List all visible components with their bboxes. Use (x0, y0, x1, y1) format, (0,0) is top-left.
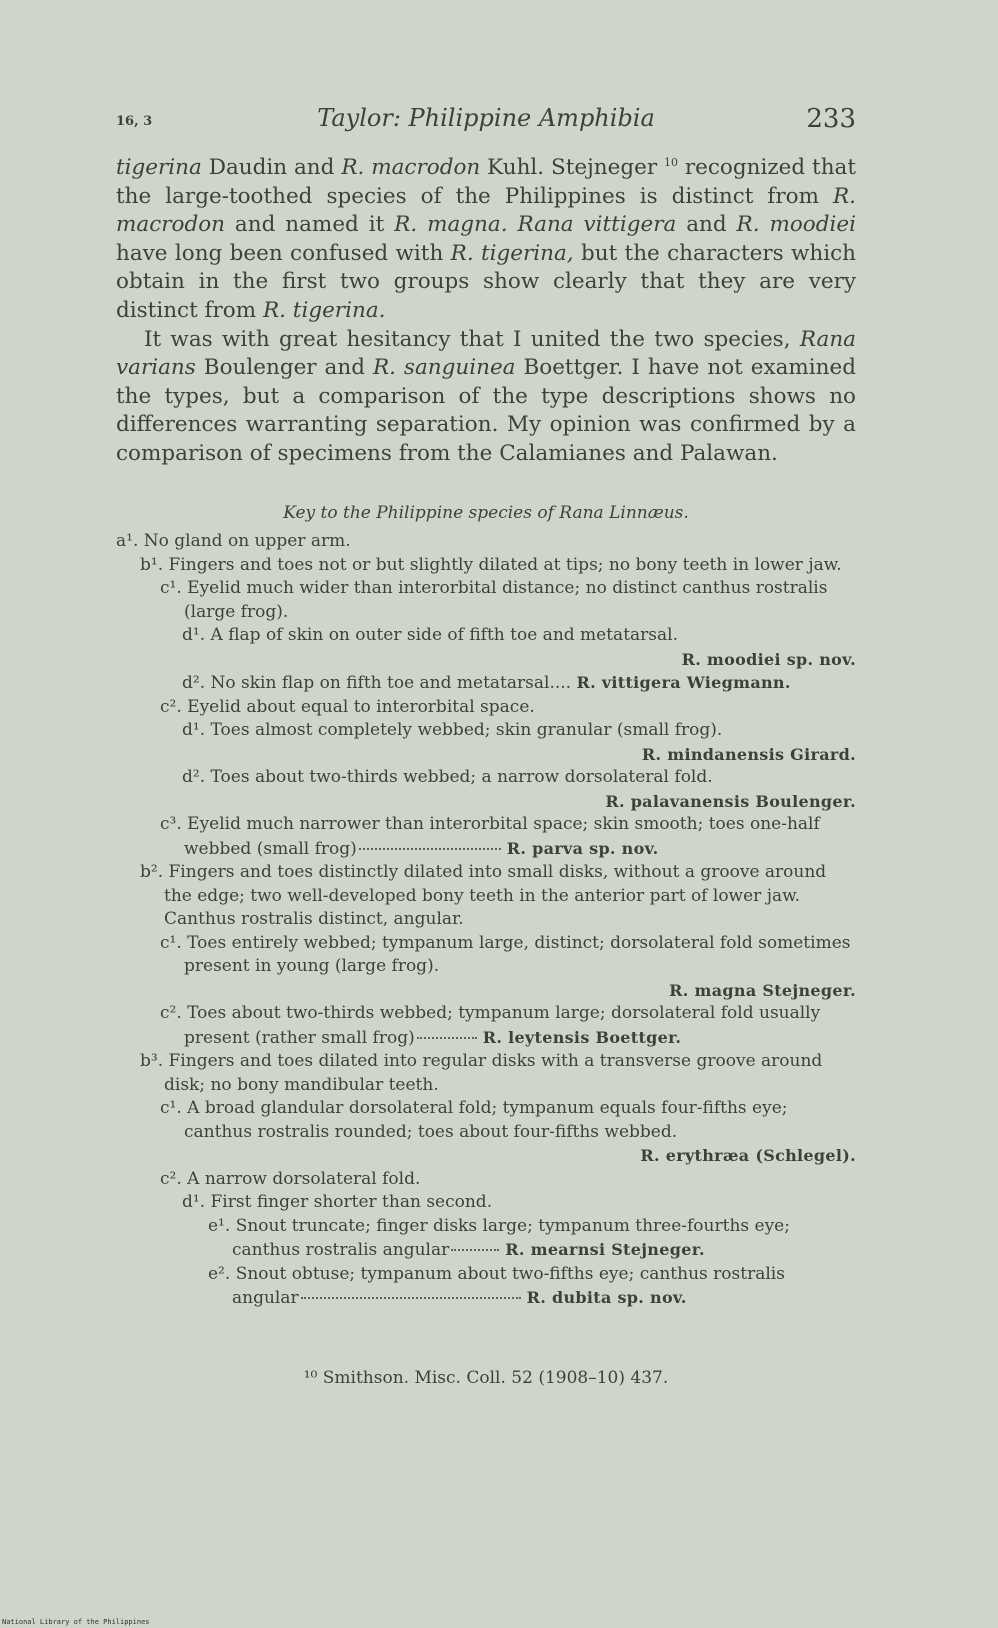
species-name: Rana varians (116, 326, 856, 381)
dot-leader (301, 1297, 521, 1299)
volume-number: 16, 3 (116, 114, 153, 129)
key-entry-text (160, 813, 856, 861)
body-paragraph (116, 326, 856, 469)
species-name: Rana vittigera (517, 212, 677, 238)
key-title (116, 503, 856, 523)
text-run: have long been confused with (116, 240, 451, 266)
key-label: e². (208, 1263, 231, 1284)
species-result: R. erythræa (Schlegel). (640, 1146, 856, 1165)
key-entry-text (182, 719, 856, 743)
key-entry (160, 813, 856, 861)
species-name: R. moodiei (736, 212, 856, 238)
species-result: R. magna Stejneger. (669, 980, 856, 1000)
key-description: Fingers and toes dilated into regular disks with a transverse groove around disk; no bony mandibular teeth. (164, 1051, 823, 1095)
species-result: R. vittigera Wiegmann. (576, 673, 791, 692)
body-paragraph (116, 154, 856, 326)
text-run: It was with great hesitancy that I united the two species, (144, 326, 800, 352)
key-label: d². (182, 767, 206, 787)
footnote: ¹⁰ Smithson. Misc. Coll. 52 (1908–10) 437. (303, 1368, 669, 1388)
key-description: A broad glandular dorsolateral fold; tympanum equals four-fifths eye; canthus rostralis rounded; toes about four-fifths webbed. (184, 1098, 788, 1142)
species-name: R. macrodon (341, 155, 481, 180)
key-title-text: Key to the Philippine species of Rana Linnæus. (283, 503, 689, 523)
key-entry-text (140, 1050, 856, 1097)
key-description: Toes entirely webbed; tympanum large, distinct; dorsolateral fold sometimes present in young (large frog). (184, 932, 851, 976)
key-description: No skin flap on fifth toe and metatarsal.... (210, 673, 572, 693)
key-entry-text (182, 766, 856, 790)
key-entry-text (116, 530, 856, 554)
key-description: Snout obtuse; tympanum about two-fifths eye; canthus rostralis angular (232, 1263, 785, 1308)
text-run: but the characters which obtain in the first two groups show clearly that they are very distinct from (116, 240, 856, 323)
key-description: Fingers and toes distinctly dilated into small disks, without a groove around the edge; two well-developed bony teeth in the anterior part of lower jaw. Canthus rostralis distinct, angular. (164, 862, 827, 929)
key-entry-text (160, 1168, 856, 1192)
key-entry-text (208, 1215, 856, 1263)
key-entry (160, 577, 856, 624)
key-entry (182, 1191, 856, 1215)
species-result: R. parva sp. nov. (506, 838, 659, 858)
key-description: First finger shorter than second. (210, 1192, 493, 1212)
key-label: c². (160, 1168, 182, 1189)
key-label: c². (160, 696, 182, 717)
key-entry-text (140, 861, 856, 932)
text-run: recognized that the large-toothed species of the Philippines is distinct from (116, 155, 857, 209)
text-run: and (676, 212, 737, 238)
text-run: and named it (225, 212, 395, 238)
key-entry-text (182, 671, 856, 696)
key-description: No gland on upper arm. (143, 531, 351, 551)
text-run: Boulenger and (195, 355, 373, 381)
key-entry (160, 1097, 856, 1168)
key-entry (182, 766, 856, 813)
key-description: Toes almost completely webbed; skin granular (small frog). (210, 720, 723, 740)
text-run: Daudin and (201, 155, 342, 180)
key-label: c³. (160, 814, 182, 834)
key-label: d². (182, 673, 206, 693)
key-entry-text (208, 1263, 856, 1311)
key-label: b³. (140, 1051, 164, 1071)
key-description: Eyelid about equal to interorbital space. (187, 696, 535, 717)
key-entry (160, 1002, 856, 1050)
key-entry-text (182, 624, 856, 648)
key-label: e¹. (208, 1215, 231, 1236)
key-description: Toes about two-thirds webbed; tympanum large; dorsolateral fold usually present (rather small frog) (184, 1003, 821, 1048)
key-label: c¹. (160, 1098, 182, 1118)
key-entry-text (160, 1097, 856, 1144)
key-entry (208, 1263, 856, 1311)
key-label: d¹. (182, 625, 206, 645)
footnote-marker: 10 (664, 155, 678, 169)
library-imprint: National Library of the Philippines (2, 1618, 150, 1626)
key-label: b¹. (140, 554, 164, 575)
running-header (116, 104, 856, 138)
species-name: R. sanguinea (372, 355, 516, 381)
key-entry (116, 530, 856, 554)
key-label: c¹. (160, 578, 182, 598)
key-description: A narrow dorsolateral fold. (187, 1168, 421, 1189)
key-entry-text (160, 932, 856, 979)
dot-leader (451, 1249, 499, 1251)
key-entry-text (160, 1002, 856, 1050)
species-result: R. moodiei sp. nov. (681, 649, 856, 669)
key-description: A flap of skin on outer side of fifth toe and metatarsal. (210, 625, 678, 645)
dot-leader (417, 1037, 477, 1039)
key-entry (208, 1215, 856, 1263)
key-entry-text (160, 577, 856, 624)
key-label: c². (160, 1003, 182, 1023)
key-entry (182, 719, 856, 766)
key-entry (160, 932, 856, 1003)
key-entry (160, 1168, 856, 1192)
species-name: R. magna. (394, 212, 508, 238)
body-text (116, 154, 856, 469)
species-name: R. tigerina, (450, 240, 574, 266)
key-entry (182, 671, 856, 696)
key-entry-text (160, 696, 856, 720)
page-number: 233 (806, 104, 856, 134)
key-description: Toes about two-thirds webbed; a narrow dorsolateral fold. (210, 767, 713, 787)
dot-leader (359, 848, 501, 850)
species-result: R. leytensis Boettger. (482, 1027, 682, 1047)
text-run: Kuhl. Stejneger (480, 155, 664, 180)
key-entry-text (140, 554, 856, 578)
key-label: c¹. (160, 932, 182, 953)
key-label: d¹. (182, 1192, 206, 1212)
text-run (508, 212, 518, 237)
key-description: Snout truncate; finger disks large; tympanum three-fourths eye; canthus rostralis angular (232, 1215, 790, 1260)
species-name: tigerina (116, 155, 202, 180)
key-description: Eyelid much narrower than interorbital space; skin smooth; toes one-half webbed (small frog) (184, 814, 820, 859)
key-entry (140, 861, 856, 932)
key-entry (140, 554, 856, 578)
species-result: R. mearnsi Stejneger. (505, 1240, 705, 1259)
text-run: Boettger. I have not examined the types, but a comparison of the type descriptions shows no differences warranting separation. My opinion was confirmed by a comparison of specimens from the Calamianes and Palawan. (116, 355, 856, 466)
key-description: Eyelid much wider than interorbital distance; no distinct canthus rostralis (large frog). (184, 578, 828, 622)
species-name: R. macrodon (116, 183, 856, 238)
key-label: a¹. (116, 531, 139, 551)
key-label: d¹. (182, 720, 206, 740)
species-key (116, 530, 856, 1311)
running-title: Taylor: Philippine Amphibia (317, 104, 655, 132)
key-entry-text (182, 1191, 856, 1215)
key-entry (182, 624, 856, 671)
key-label: b². (140, 862, 164, 882)
key-entry (160, 696, 856, 720)
species-result: R. palavanensis Boulenger. (605, 791, 856, 811)
species-name: R. tigerina. (262, 297, 386, 323)
species-result: R. dubita sp. nov. (526, 1288, 687, 1307)
key-description: Fingers and toes not or but slightly dilated at tips; no bony teeth in lower jaw. (168, 554, 842, 575)
key-entry (140, 1050, 856, 1097)
species-result: R. mindanensis Girard. (641, 744, 856, 764)
